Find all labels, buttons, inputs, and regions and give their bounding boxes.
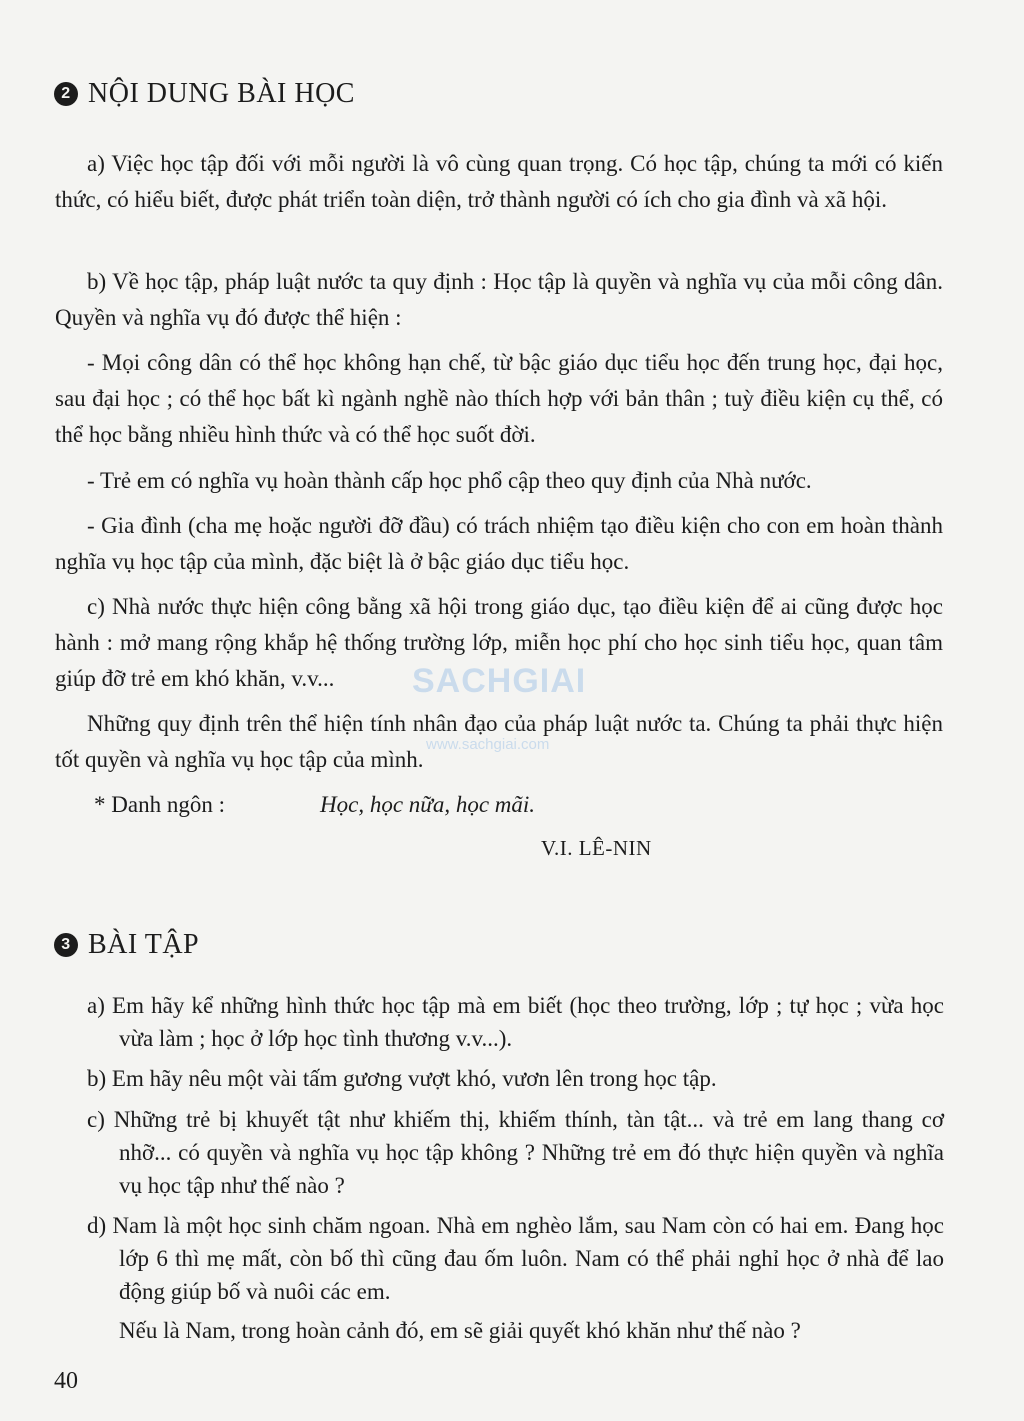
exercise-c: c) Những trẻ bị khuyết tật như khiếm thị, khiếm thính, tàn tật... và trẻ em lang thang cơ nhỡ... có quyền và nghĩa vụ học tập không ? Những trẻ em đó thực hiện quyền và nghĩa vụ học tập như thế nào ? — [87, 1107, 944, 1198]
section-heading-content — [54, 78, 355, 110]
section-title: BÀI TẬP — [88, 929, 200, 960]
page-number: 40 — [54, 1368, 78, 1394]
paragraph-b: b) Về học tập, pháp luật nước ta quy định : Học tập là quyền và nghĩa vụ của mỗi công dân. Quyền và nghĩa vụ đó được thể hiện : — [55, 269, 943, 330]
quote-label: * Danh ngôn : — [94, 792, 225, 817]
exercise-a: a) Em hãy kể những hình thức học tập mà em biết (học theo trường, lớp ; tự học ; vừa học vừa làm ; học ở lớp học tình thương v.v...). — [87, 993, 944, 1051]
paragraph-b-point-1: - Mọi công dân có thể học không hạn chế, từ bậc giáo dục tiểu học đến trung học, đại học, sau đại học ; có thể học bất kì ngành nghề nào thích hợp với bản thân ; tuỳ điều kiện cụ thể, có thể học bằng nhiều hình thức và có thể học suốt đời. — [55, 350, 943, 447]
paragraph-b-point-2: - Trẻ em có nghĩa vụ hoàn thành cấp học phổ cập theo quy định của Nhà nước. — [87, 468, 812, 493]
exercise-b: b) Em hãy nêu một vài tấm gương vượt khó, vươn lên trong học tập. — [87, 1066, 717, 1091]
section-heading-exercises — [54, 929, 199, 961]
section-number-badge: 2 — [54, 82, 78, 106]
quote-author: V.I. LÊ-NIN — [541, 836, 652, 860]
paragraph-c: c) Nhà nước thực hiện công bằng xã hội trong giáo dục, tạo điều kiện để ai cũng được học hành : mở mang rộng khắp hệ thống trường lớp, miễn học phí cho học sinh tiểu học, quan tâm giúp đỡ trẻ em khó khăn, v.v... — [55, 594, 943, 691]
famous-quote — [94, 787, 535, 823]
paragraph-a: a) Việc học tập đối với mỗi người là vô cùng quan trọng. Có học tập, chúng ta mới có kiến thức, có hiểu biết, được phát triển toàn diện, trở thành người có ích cho gia đình và xã hội. — [55, 151, 943, 212]
section-title: NỘI DUNG BÀI HỌC — [88, 78, 355, 109]
watermark-brand: SACHGIAI — [412, 662, 587, 700]
paragraph-b-point-3: - Gia đình (cha mẹ hoặc người đỡ đầu) có trách nhiệm tạo điều kiện cho con em hoàn thành nghĩa vụ học tập của mình, đặc biệt là ở bậc giáo dục tiểu học. — [55, 513, 943, 574]
exercise-d: d) Nam là một học sinh chăm ngoan. Nhà em nghèo lắm, sau Nam còn có hai em. Đang học lớp 6 thì mẹ mất, còn bố thì cũng đau ốm luôn. Nam có thể phải nghỉ học ở nhà để lao động giúp bố và nuôi các em. — [87, 1213, 944, 1304]
quote-text: Học, học nữa, học mãi. — [320, 792, 536, 817]
section-number-badge: 3 — [54, 933, 78, 957]
watermark-url: www.sachgiai.com — [426, 736, 550, 753]
exercise-d-question: Nếu là Nam, trong hoàn cảnh đó, em sẽ giải quyết khó khăn như thế nào ? — [119, 1318, 801, 1343]
paragraph-conclusion: Những quy định trên thể hiện tính nhân đạo của pháp luật nước ta. Chúng ta phải thực hiện tốt quyền và nghĩa vụ học tập của mình. — [55, 711, 943, 772]
